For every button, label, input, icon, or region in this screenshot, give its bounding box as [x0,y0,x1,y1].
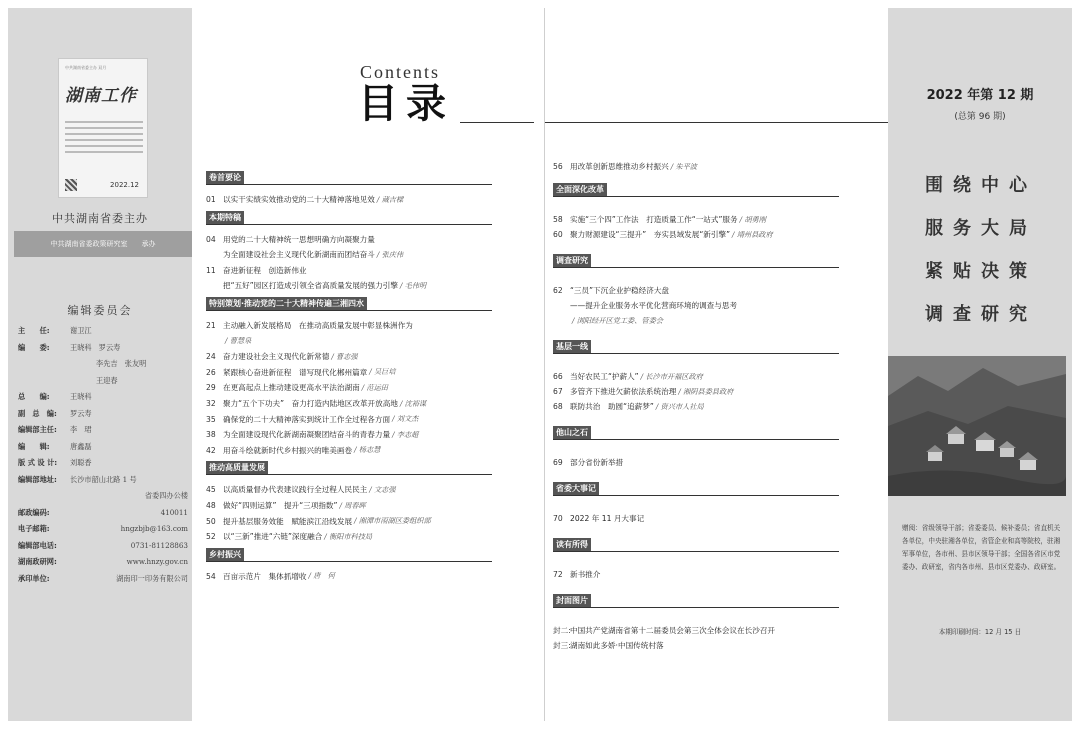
entry-title: 以实干实绩实效推动党的二十大精神落地见效 [223,195,375,204]
toc-entry [206,335,496,348]
entry-author: / 湘潭市雨湖区委组织部 [354,516,431,526]
committee-role: 编辑部电话: [18,540,57,550]
committee-role: 版 式 设 计: [18,458,58,467]
entry-page: 35 [206,414,216,424]
issue-total: (总第 96 期) [954,112,1006,122]
entry-author: / 张庆伟 [376,249,404,259]
committee-role: 编 辑: [18,441,50,451]
entry-title: 用党的二十大精神统一思想明确方向凝聚力量 [223,234,375,244]
village-photo-image [888,356,1066,496]
entry-page: 26 [206,367,216,377]
entry-page: 24 [206,352,216,362]
section-title: 省委大事记 [553,482,599,495]
committee-value: 王晓科 罗云寿 [70,342,121,352]
section-title: 本期特稿 [206,211,244,224]
entry-title: 提升基层服务效能 赋能滨江沿线发展 [223,516,353,526]
entry-title: 奋力建设社会主义现代化新常德 [223,352,330,362]
slogan-line: 紧贴决策 [925,261,1037,282]
page-title: 目录 [358,80,454,127]
toc-entry [206,350,496,363]
section-header [206,297,492,311]
committee-role: 副 总 编: [18,408,57,418]
organizer-name: 中共湖南省委政策研究室 [50,240,128,248]
section-header [553,340,839,354]
entry-author: / 胡勇刚 [739,214,766,224]
distribution-note: 赠阅：省级领导干部；省委委员、候补委员；省直机关各单位，中央驻湘各单位，省管企业和高等院校，驻湘军事单位，各市州、县市区领导干部；全国各省区市党委办、政研室，省内各市州、县市区党委办、政研室。 [902,524,1061,571]
slogan-line: 服务大局 [925,218,1037,239]
section-header [553,183,839,197]
entry-page: 56 [553,162,563,171]
entry-title: 多管齐下推进欠薪依法系统治理 [570,387,677,396]
section-header [206,461,492,475]
entry-author: / 长沙市开福区政府 [640,371,703,381]
toc-entry [553,299,843,312]
entry-author: / 资兴市人社局 [655,401,704,411]
toc-entry [206,381,496,394]
committee-value: 罗云寿 [70,408,92,418]
entry-page: 38 [206,430,216,440]
committee-value: 唐鑫磊 [70,441,92,451]
section-title: 乡村振兴 [206,548,244,561]
toc-entry [206,397,496,410]
toc-entry [206,428,496,441]
entry-title: 主动融入新发展格局 在推动高质量发展中彰显株洲作为 [223,321,413,330]
section-header [553,538,839,552]
slogan-line: 围绕中心 [925,175,1037,196]
committee-role: 承印单位: [18,573,50,583]
section-title: 基层一线 [553,340,591,353]
entry-page: 42 [206,445,216,455]
entry-title: 当好农民工“护薪人” [570,372,639,381]
entry-title: 为全面建设社会主义现代化新湖南而团结奋斗 [223,250,375,260]
entry-title: ——提升企业服务水平优化营商环境的调查与思考 [570,301,738,310]
entry-page: 70 [553,514,563,523]
entry-title: 为全面建设现代化新湖南凝聚团结奋斗的青春力量 [223,430,391,440]
section-header [206,171,492,185]
committee-value: 王迎春 [96,375,118,385]
committee-row [18,475,188,492]
toc-entry [206,233,496,246]
entry-page: 66 [553,372,563,381]
qr-code-icon [65,179,77,191]
entry-page: 11 [206,265,216,275]
committee-role: 编 委: [18,342,50,352]
entry-author: / 范运田 [361,382,388,392]
entry-title: 用奋斗绘就新时代乡村振兴的唯美画卷 [223,445,353,455]
committee-row [18,326,188,343]
issue-title: 2022 年第 12 期 [926,88,1034,103]
section-title: 他山之石 [553,426,591,439]
entry-page: 45 [206,485,216,495]
toc-entry [553,228,843,241]
entry-title: 奋进新征程 创造新伟业 [223,265,307,275]
entry-title: 以“三新”推进“六链”深度融合 [223,532,323,542]
entry-title: 2022 年 11 月大事记 [570,514,645,523]
toc-entry [553,624,843,637]
entry-page: 封三: [553,641,571,650]
toc-entry [553,370,843,383]
print-date: 本期印刷时间：12 月 15 日 [938,628,1022,636]
entry-page: 04 [206,234,216,244]
entry-page: 32 [206,399,216,408]
entry-title: 把“五好”园区打造成引领全省高质量发展的强力引擎 [223,281,398,291]
organizer-role: 承办 [141,240,156,248]
cover-text-lines [65,121,143,157]
entry-page: 01 [206,195,216,204]
entry-author: / 曹志强 [331,351,358,361]
committee-value: 李 珺 [70,425,92,434]
committee-row [18,442,188,459]
entry-author: / 刘文杰 [392,414,419,424]
entry-author: / 吴巨培 [369,367,396,377]
toc-entry [553,213,843,226]
entry-title: 做好“四则运算” 提升“三项指数” [223,501,338,510]
committee-value: 湖南印一印务有限公司 [116,573,188,583]
committee-value: 省委四办公楼 [144,491,188,500]
entry-title: 以高质量督办代表建议践行全过程人民民主 [223,485,368,495]
committee-value: 刘聪香 [70,458,92,467]
committee-role: 主 任: [18,326,50,335]
toc-entry [553,284,843,297]
cover-thumbnail [58,58,148,198]
cover-title: 湖南工作 [65,86,137,106]
entry-author: / 沈裕谋 [399,398,427,408]
entry-title: 用改革创新思维推动乡村振兴 [570,162,669,171]
toc-entry [206,499,496,512]
entry-page: 58 [553,215,563,224]
entry-title: 新书推介 [570,570,601,579]
entry-author: / 杨志慧 [354,445,381,455]
slogan [916,164,1046,336]
committee-role: 邮政编码: [18,507,50,517]
committee-row [18,557,188,574]
cover-issue: 2022.12 [110,181,139,189]
toc-entry [206,413,496,426]
committee-row [18,508,188,525]
organizer-bar [14,231,192,257]
entry-page: 67 [553,387,563,396]
toc-entry [553,385,843,398]
toc-entry [206,193,496,206]
committee-row [18,491,188,508]
entry-author: / 李志超 [392,429,419,439]
toc-entry [206,530,496,543]
toc-entry [553,456,843,469]
entry-title: 百亩示范片 集体抓增收 [223,571,307,581]
committee-value: 410011 [160,507,188,517]
entry-title: 实施“三个四”工作法 打造质量工作“一站式”服务 [570,215,738,224]
section-title: 调查研究 [553,254,591,267]
entry-title: 确保党的二十大精神落实到统计工作全过程各方面 [223,414,391,424]
section-header [206,211,492,225]
toc-entry [553,639,843,652]
section-header [206,548,492,562]
committee-row [18,376,188,393]
entry-title: 中国共产党湖南省第十二届委员会第三次全体会议在长沙召开 [570,626,776,635]
entry-author: / 文志强 [369,484,396,494]
entry-page: 29 [206,383,216,393]
entry-page: 72 [553,570,563,579]
cover-top-line: 中共湖南省委主办 双月 [65,65,107,70]
section-header [553,482,839,496]
title-rule [460,122,534,123]
toc-entry [206,483,496,496]
entry-title: 联防共治 助圆“追薪梦” [570,402,654,411]
committee-row [18,409,188,426]
section-title: 特别策划·推动党的二十大精神传遍三湘四水 [206,297,367,310]
entry-title: 部分省份新举措 [570,458,624,467]
entry-page: 封二: [553,626,571,635]
entry-title: 在更高起点上推动建设更高水平法治湖南 [223,383,360,393]
entry-author: / 曹慧泉 [225,336,252,346]
sponsor: 中共湖南省委主办 [52,212,148,225]
toc-entry [206,248,496,261]
entry-title: 聚力财源建设“三提升” 夯实县域发展“新引擎” [570,230,731,239]
entry-page: 52 [206,532,216,542]
section-header [553,594,839,608]
entry-title: 紧跟核心奋进新征程 谱写现代化郴州篇章 [223,367,368,377]
committee-row [18,458,188,475]
toc-entry [206,279,496,292]
left-panel [8,8,192,721]
toc-entry [206,515,496,528]
committee-row [18,425,188,442]
entry-author: / 浏阳经开区党工委、管委会 [572,315,663,325]
section-title: 读有所得 [553,538,591,551]
committee-row [18,574,188,591]
toc-entry [206,264,496,277]
entry-page: 48 [206,501,216,510]
section-title: 封面图片 [553,594,591,607]
village-photo [888,356,1066,496]
toc-entry [206,444,496,457]
committee-value: 0731-81128863 [130,540,188,550]
section-title: 推动高质量发展 [206,461,268,474]
committee-heading: 编辑委员会 [67,304,133,317]
committee-value: 李先吉 张友明 [96,359,147,368]
entry-page: 50 [206,516,216,526]
entry-page: 60 [553,230,563,239]
committee-value: 长沙市韶山北路 1 号 [70,474,137,484]
entry-page: 21 [206,321,216,330]
section-header [553,426,839,440]
committee-role: 总 编: [18,392,50,401]
entry-author: / 衡阳市科技局 [324,531,373,541]
committee-value: www.hnzy.gov.cn [126,557,188,566]
entry-author: / 周春晖 [339,500,366,510]
entry-title: “三员”下沉企业护稳经济大盘 [570,286,669,295]
toc-entry [553,512,843,525]
committee-role: 电子邮箱: [18,524,50,533]
committee-value: hngzbjb@163.com [120,524,188,533]
contents-page-left [198,8,534,721]
entry-author: / 蒇吉樑 [376,194,404,204]
section-title: 卷首要论 [206,171,244,184]
title-rule-right [545,122,889,123]
entry-page: 62 [553,286,563,295]
right-sidebar [888,8,1072,721]
committee-role: 编辑部主任: [18,425,57,434]
committee-role: 编辑部地址: [18,474,57,484]
committee-value: 谢卫江 [70,326,92,335]
committee-list [18,326,188,590]
section-header [553,254,839,268]
entry-title: 湖南如此多娇·中国传统村落 [570,641,664,650]
entry-page: 69 [553,458,563,467]
slogan-line: 调查研究 [925,304,1037,325]
contents-label: Contents [360,62,441,82]
toc-entry [206,319,496,332]
entry-title: 聚力“五个下功夫” 奋力打造内陆地区改革开放高地 [223,399,398,408]
committee-row [18,541,188,558]
toc-entry [553,400,843,413]
entry-page: 54 [206,571,216,581]
toc-entry [206,366,496,379]
toc-entry [553,314,843,327]
entry-author: / 毛伟明 [399,280,427,290]
entry-author: / 朱平波 [670,161,697,171]
committee-value: 王晓科 [70,392,92,401]
section-title: 全面深化改革 [553,183,607,196]
toc-entry [553,160,843,173]
toc-entry [206,570,496,583]
entry-author: / 唐 何 [308,571,335,581]
committee-row [18,392,188,409]
entry-author: / 靖州县政府 [732,229,773,239]
committee-row [18,524,188,541]
committee-row [18,343,188,360]
entry-page: 68 [553,402,563,411]
toc-entry [553,568,843,581]
entry-author: / 湘阴县委县政府 [678,386,734,396]
contents-page-right [544,8,888,721]
committee-role: 湖南政研网: [18,557,57,566]
committee-row [18,359,188,376]
